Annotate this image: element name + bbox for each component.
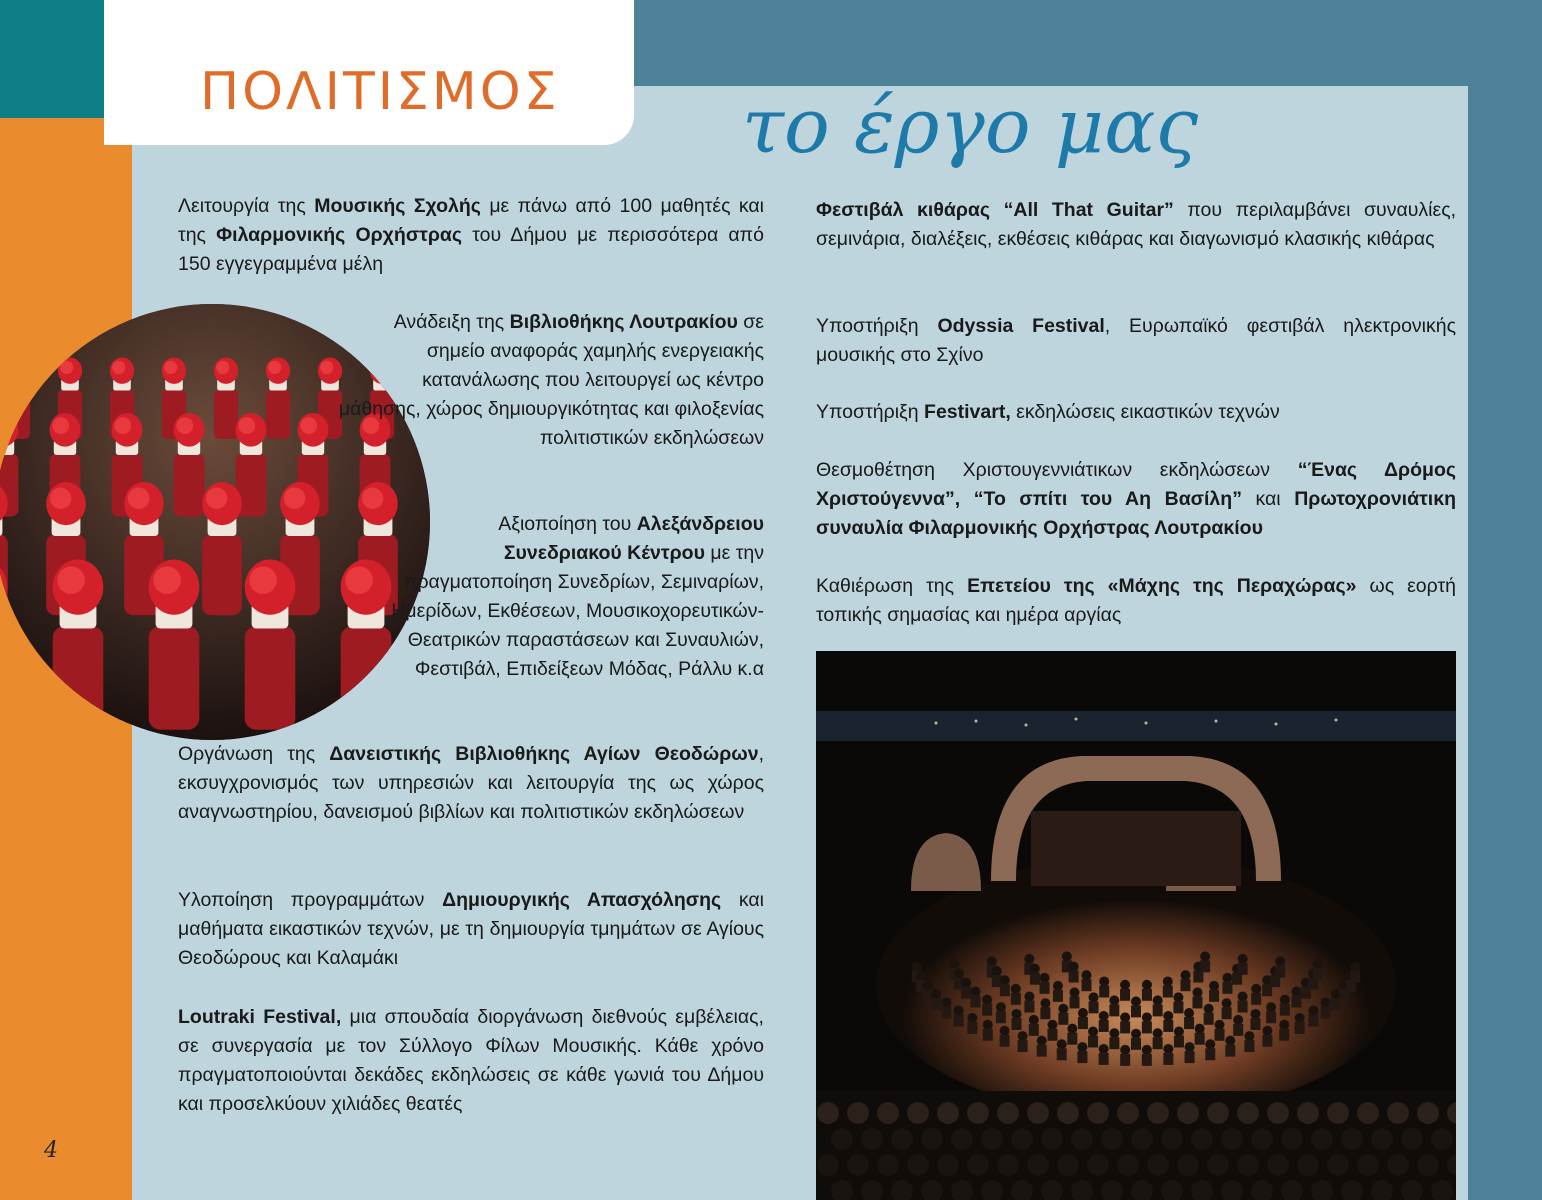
paragraph-perachora-anniversary: Καθιέρωση της Επετείου της «Μάχης της Περαχώρας» ως εορτή τοπικής σημασίας και ημέρα αργίας bbox=[816, 575, 1456, 626]
section-title: ΠΟΛΙΤΙΣΜΟΣ bbox=[200, 62, 560, 122]
page-number: 4 bbox=[44, 1138, 58, 1163]
paragraph-guitar-festival: Φεστιβάλ κιθάρας “All That Guitar” που περιλαμβάνει συναυλίες, σεμινάρια, διαλέξεις, εκθέσεις κιθάρας και διαγωνισμό κλασικής κιθάρας bbox=[816, 199, 1457, 250]
paragraph-creative-activities: Υλοποίηση προγραμμάτων Δημιουργικής Απασχόλησης και μαθήματα εικαστικών τεχνών, με τη δημιουργία τμημάτων σε Αγίους Θεοδώρους και Καλαμάκι bbox=[178, 889, 764, 969]
teal-corner-band bbox=[0, 0, 110, 118]
paragraph-christmas-events: Θεσμοθέτηση Χριστουγεννιάτικων εκδηλώσεων “Ένας Δρόμος Χριστούγεννα”, “Το σπίτι του Αη Βασίλη” και Πρωτοχρονιάτικη συναυλία Φιλαρμονικής Ορχήστρας Λουτρακίου bbox=[816, 459, 1456, 539]
paragraph-loutraki-festival: Loutraki Festival, μια σπουδαία διοργάνωση διεθνούς εμβέλειας, σε συνεργασία με τον Σύλλογο Φίλων Μουσικής. Κάθε χρόνο πραγματοποιούνται δεκάδες εκδηλώσεις σε κάθε γωνιά του Δήμου και προσελκύουν χιλιάδες θεατές bbox=[178, 1006, 764, 1115]
paragraph-lending-library: Οργάνωση της Δανειστικής Βιβλιοθήκης Αγίων Θεοδώρων, εκσυγχρονισμός των υπηρεσιών και λειτουργία της ως χώρος αναγνωστηρίου, δανεισμού βιβλίων και πολιτιστικών εκδηλώσεων bbox=[178, 743, 764, 823]
paragraph-conference-center: Αξιοποίηση του Αλεξάνδρειου Συνεδριακού Κέντρου με την πραγματοποίηση Συνεδρίων, Σεμιναρίων, Ημερίδων, Εκθέσεων, Μουσικοχορευτικών-Θεατρικών παραστάσεων και Συναυλιών, Φεστιβάλ, Επιδείξεων Μόδας, Ράλλυ κ.α bbox=[391, 513, 764, 680]
concert-photo bbox=[816, 651, 1456, 1200]
paragraph-festivart: Υποστήριξη Festivart, εκδηλώσεις εικαστικών τεχνών bbox=[816, 401, 1280, 423]
paragraph-music-school: Λειτουργία της Μουσικής Σχολής με πάνω από 100 μαθητές και της Φιλαρμονικής Ορχήστρας του Δήμου με περισσότερα από 150 εγγεγραμμένα μέλη bbox=[178, 195, 765, 275]
script-title: το έργο μας bbox=[742, 81, 1199, 170]
paragraph-odyssia-festival: Υποστήριξη Odyssia Festival, Ευρωπαϊκό φεστιβάλ ηλεκτρονικής μουσικής στο Σχίνο bbox=[816, 315, 1456, 366]
paragraph-loutraki-library: Ανάδειξη της Βιβλιοθήκης Λουτρακίου σε σημείο αναφοράς χαμηλής ενεργειακής κατανάλωσης που λειτουργεί ως κέντρο μάθησης, χώρος δημιουργικότητας και φιλοξενίας πολιτιστικών εκδηλώσεων bbox=[338, 311, 764, 449]
